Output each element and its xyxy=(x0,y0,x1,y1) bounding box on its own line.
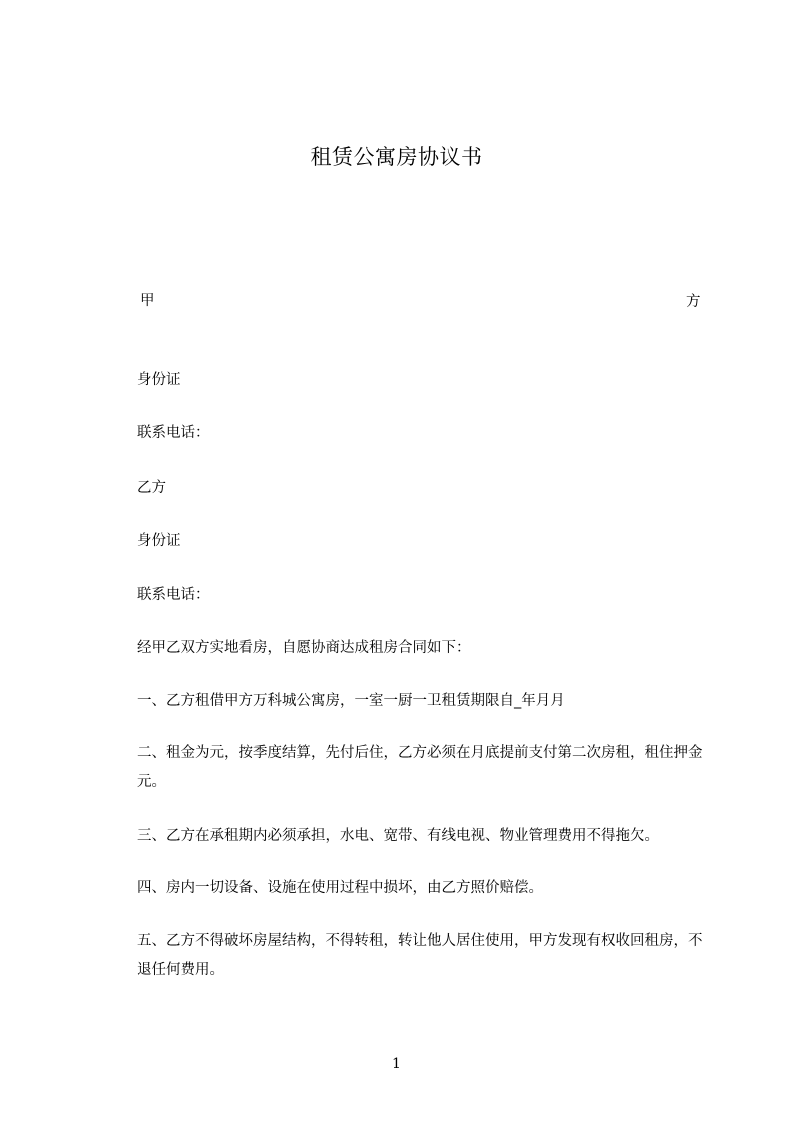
intro-paragraph: 经甲乙双方实地看房，自愿协商达成租房合同如下： xyxy=(137,640,471,656)
clause-5: 五、乙方不得破坏房屋结构，不得转租，转让他人居住使用，甲方发现有权收回租房，不退任何费用。 xyxy=(137,933,703,978)
party-a-label-left: 甲 xyxy=(140,293,155,309)
party-a-id-line: 身份证 xyxy=(137,372,181,388)
clause-3: 三、乙方在承租期内必须承担，水电、宽带、有线电视、物业管理费用不得拖欠。 xyxy=(137,828,659,844)
clause-2: 二、租金为元，按季度结算，先付后住，乙方必须在月底提前支付第二次房租，租住押金元。 xyxy=(137,745,703,790)
party-b-label: 乙方 xyxy=(137,480,166,496)
page-number: 1 xyxy=(392,1056,401,1072)
party-a-label-right: 方 xyxy=(686,294,701,310)
party-b-phone-line: 联系电话： xyxy=(137,587,210,603)
party-a-phone-line: 联系电话： xyxy=(137,425,210,441)
clause-1: 一、乙方租借甲方万科城公寓房，一室一厨一卫租赁期限自_年月月 xyxy=(137,693,565,709)
party-b-id-line: 身份证 xyxy=(137,533,181,549)
document-title: 租赁公寓房协议书 xyxy=(310,145,483,169)
clause-4: 四、房内一切设备、设施在使用过程中损坏，由乙方照价赔偿。 xyxy=(137,880,543,896)
